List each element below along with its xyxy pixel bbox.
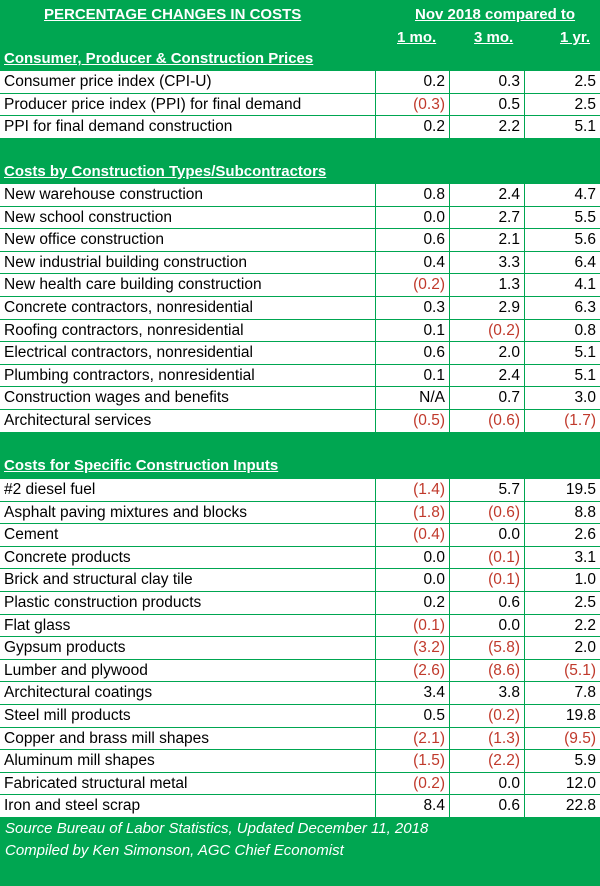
value-3mo: (0.2) (450, 705, 524, 727)
value-3mo: 2.4 (450, 365, 524, 387)
table-row (0, 637, 600, 660)
value-1mo: (1.8) (376, 502, 449, 524)
value-3mo: 3.8 (450, 682, 524, 704)
value-1yr: 4.7 (525, 184, 600, 206)
value-1yr: 7.8 (525, 682, 600, 704)
value-3mo: 0.0 (450, 524, 524, 546)
source-note: Source Bureau of Labor Statistics, Updated December 11, 2018 (5, 820, 429, 837)
value-3mo: 0.6 (450, 592, 524, 614)
value-1yr: 5.1 (525, 365, 600, 387)
value-3mo: (0.1) (450, 547, 524, 569)
table-row (0, 728, 600, 751)
value-1yr: 2.5 (525, 94, 600, 116)
value-3mo: (0.1) (450, 569, 524, 591)
value-1yr: 19.8 (525, 705, 600, 727)
value-1yr: 5.6 (525, 229, 600, 251)
section-title-inputs: Costs for Specific Construction Inputs (4, 457, 279, 474)
value-3mo: 2.0 (450, 342, 524, 364)
table-row (0, 116, 600, 139)
value-1mo: (2.6) (376, 660, 449, 682)
table-row (0, 71, 600, 94)
value-1mo: 0.1 (376, 320, 449, 342)
row-label: Construction wages and benefits (0, 387, 375, 409)
table-row (0, 252, 600, 275)
row-label: Architectural services (0, 410, 375, 432)
value-1yr: 2.6 (525, 524, 600, 546)
value-3mo: 1.3 (450, 274, 524, 296)
row-label: Plumbing contractors, nonresidential (0, 365, 375, 387)
row-label: New industrial building construction (0, 252, 375, 274)
value-1mo: 0.2 (376, 592, 449, 614)
table-row (0, 502, 600, 525)
value-3mo: 0.6 (450, 795, 524, 817)
row-label: Producer price index (PPI) for final demand (0, 94, 375, 116)
value-3mo: 3.3 (450, 252, 524, 274)
value-1mo: (0.2) (376, 773, 449, 795)
value-1mo: (3.2) (376, 637, 449, 659)
value-1yr: 5.1 (525, 116, 600, 138)
row-label: Electrical contractors, nonresidential (0, 342, 375, 364)
row-label: Fabricated structural metal (0, 773, 375, 795)
table-row (0, 410, 600, 433)
value-1mo: 0.5 (376, 705, 449, 727)
row-label: Brick and structural clay tile (0, 569, 375, 591)
value-1yr: 8.8 (525, 502, 600, 524)
table-row (0, 615, 600, 638)
row-label: New school construction (0, 207, 375, 229)
table-row (0, 207, 600, 230)
value-1yr: 6.4 (525, 252, 600, 274)
table-row (0, 365, 600, 388)
value-1mo: (0.3) (376, 94, 449, 116)
table-row (0, 705, 600, 728)
table-row (0, 94, 600, 117)
value-1yr: (5.1) (525, 660, 600, 682)
value-1mo: 0.6 (376, 229, 449, 251)
value-1mo: 8.4 (376, 795, 449, 817)
row-label: Architectural coatings (0, 682, 375, 704)
value-3mo: 2.1 (450, 229, 524, 251)
table-row (0, 342, 600, 365)
value-3mo: (8.6) (450, 660, 524, 682)
table-row (0, 184, 600, 207)
table-row (0, 795, 600, 818)
value-3mo: (0.6) (450, 502, 524, 524)
value-3mo: 0.0 (450, 615, 524, 637)
value-1yr: 4.1 (525, 274, 600, 296)
value-1mo: 3.4 (376, 682, 449, 704)
table-row (0, 524, 600, 547)
table-row (0, 569, 600, 592)
value-1mo: (1.4) (376, 479, 449, 501)
row-label: Concrete contractors, nonresidential (0, 297, 375, 319)
value-3mo: (0.2) (450, 320, 524, 342)
value-1mo: 0.8 (376, 184, 449, 206)
comparison-heading: Nov 2018 compared to (415, 6, 576, 23)
value-1mo: (2.1) (376, 728, 449, 750)
row-label: Consumer price index (CPI-U) (0, 71, 375, 93)
table-row (0, 297, 600, 320)
table-row (0, 229, 600, 252)
value-1yr: 5.5 (525, 207, 600, 229)
section-rows-prices (0, 71, 600, 139)
value-1yr: 19.5 (525, 479, 600, 501)
value-1mo: (1.5) (376, 750, 449, 772)
column-header-3mo: 3 mo. (474, 29, 514, 46)
value-1mo: 0.4 (376, 252, 449, 274)
value-3mo: (2.2) (450, 750, 524, 772)
section-rows-types (0, 184, 600, 433)
value-1mo: 0.1 (376, 365, 449, 387)
row-label: Lumber and plywood (0, 660, 375, 682)
table-title: PERCENTAGE CHANGES IN COSTS (44, 6, 302, 23)
value-3mo: 0.0 (450, 773, 524, 795)
value-1mo: 0.0 (376, 569, 449, 591)
value-1mo: (0.1) (376, 615, 449, 637)
row-label: Steel mill products (0, 705, 375, 727)
row-label: #2 diesel fuel (0, 479, 375, 501)
table-row (0, 547, 600, 570)
row-label: Roofing contractors, nonresidential (0, 320, 375, 342)
value-3mo: 0.5 (450, 94, 524, 116)
row-label: PPI for final demand construction (0, 116, 375, 138)
row-label: Concrete products (0, 547, 375, 569)
row-label: Copper and brass mill shapes (0, 728, 375, 750)
value-1mo: N/A (376, 387, 449, 409)
value-1yr: 2.5 (525, 71, 600, 93)
section-title-types: Costs by Construction Types/Subcontractors (4, 163, 327, 180)
row-label: Aluminum mill shapes (0, 750, 375, 772)
table-row (0, 592, 600, 615)
value-3mo: 0.7 (450, 387, 524, 409)
value-1mo: 0.2 (376, 71, 449, 93)
value-1mo: 0.2 (376, 116, 449, 138)
row-label: Cement (0, 524, 375, 546)
row-label: Plastic construction products (0, 592, 375, 614)
value-1yr: 5.9 (525, 750, 600, 772)
row-label: New office construction (0, 229, 375, 251)
value-1yr: 2.5 (525, 592, 600, 614)
value-1yr: 2.0 (525, 637, 600, 659)
row-label: Iron and steel scrap (0, 795, 375, 817)
row-label: Gypsum products (0, 637, 375, 659)
row-label: New health care building construction (0, 274, 375, 296)
table-row (0, 387, 600, 410)
compiled-note: Compiled by Ken Simonson, AGC Chief Economist (5, 842, 344, 859)
value-1yr: 12.0 (525, 773, 600, 795)
column-header-1yr: 1 yr. (560, 29, 591, 46)
value-1mo: (0.4) (376, 524, 449, 546)
value-1yr: (9.5) (525, 728, 600, 750)
value-3mo: 2.9 (450, 297, 524, 319)
value-3mo: (5.8) (450, 637, 524, 659)
table-row (0, 479, 600, 502)
column-header-1mo: 1 mo. (397, 29, 437, 46)
value-1mo: 0.3 (376, 297, 449, 319)
value-1mo: 0.0 (376, 207, 449, 229)
row-label: Asphalt paving mixtures and blocks (0, 502, 375, 524)
section-rows-inputs (0, 479, 600, 818)
value-3mo: 2.7 (450, 207, 524, 229)
value-3mo: 0.3 (450, 71, 524, 93)
value-1yr: 5.1 (525, 342, 600, 364)
value-1mo: (0.2) (376, 274, 449, 296)
table-row (0, 682, 600, 705)
table-row (0, 750, 600, 773)
value-3mo: 2.4 (450, 184, 524, 206)
table-row (0, 274, 600, 297)
value-1yr: 3.1 (525, 547, 600, 569)
value-3mo: (1.3) (450, 728, 524, 750)
value-1yr: 1.0 (525, 569, 600, 591)
value-3mo: (0.6) (450, 410, 524, 432)
row-label: Flat glass (0, 615, 375, 637)
value-3mo: 2.2 (450, 116, 524, 138)
row-label: New warehouse construction (0, 184, 375, 206)
value-1mo: 0.6 (376, 342, 449, 364)
value-1yr: (1.7) (525, 410, 600, 432)
table-row (0, 660, 600, 683)
value-1yr: 2.2 (525, 615, 600, 637)
table-row (0, 773, 600, 796)
value-3mo: 5.7 (450, 479, 524, 501)
value-1mo: 0.0 (376, 547, 449, 569)
value-1yr: 22.8 (525, 795, 600, 817)
section-title-prices: Consumer, Producer & Construction Prices (4, 50, 314, 67)
value-1yr: 3.0 (525, 387, 600, 409)
value-1mo: (0.5) (376, 410, 449, 432)
value-1yr: 0.8 (525, 320, 600, 342)
table-row (0, 320, 600, 343)
value-1yr: 6.3 (525, 297, 600, 319)
